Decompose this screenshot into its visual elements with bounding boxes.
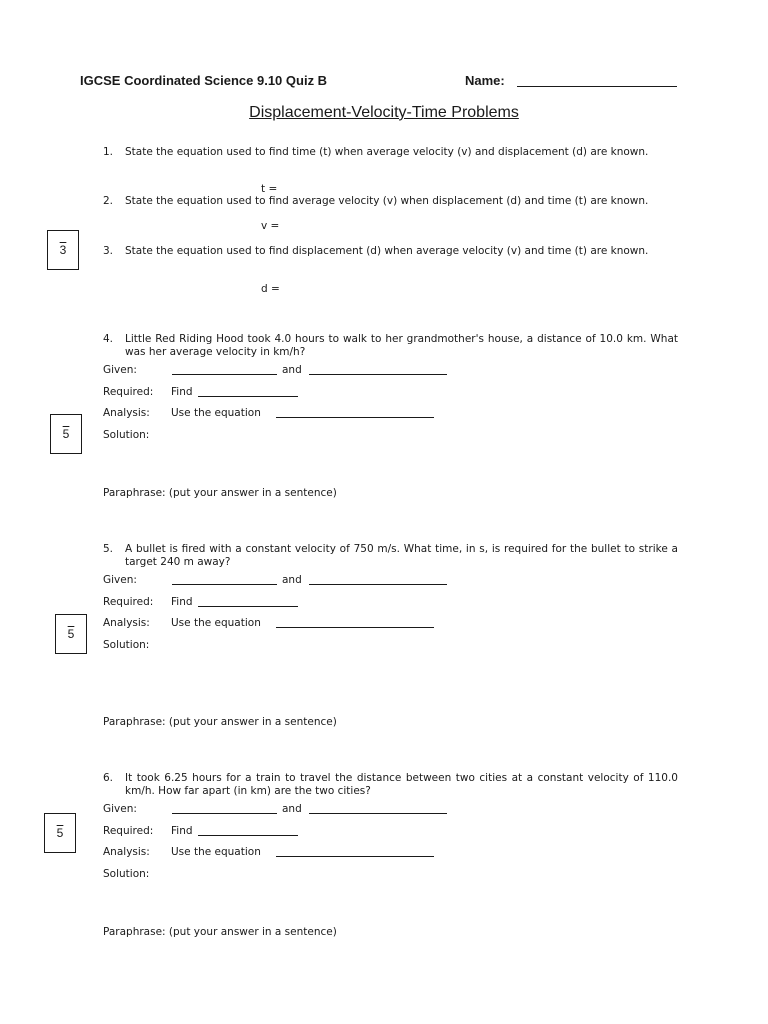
q5-solution-label: Solution: [103,639,150,651]
q5-given-blank-1[interactable] [172,574,277,585]
q1-answer-label: t = [261,183,278,195]
score-box-q5: 5 [55,614,87,654]
q6-number: 6. [103,772,114,784]
q2-text: State the equation used to find average velocity (v) when displacement (d) and time (t) are known. [125,195,649,207]
q6-given-label: Given: [103,803,137,815]
q4-given-label: Given: [103,364,137,376]
page-title: Displacement-Velocity-Time Problems [249,104,519,121]
q4-given-blank-2[interactable] [309,364,447,375]
q5-given-blank-2[interactable] [309,574,447,585]
q6-analysis-label: Analysis: [103,846,150,858]
q5-given-label: Given: [103,574,137,586]
q1-number: 1. [103,146,114,158]
q4-analysis-label: Analysis: [103,407,150,419]
q4-and-label: and [282,364,302,376]
q6-and-label: and [282,803,302,815]
q4-use-equation-label: Use the equation [171,407,261,419]
q3-text: State the equation used to find displacement (d) when average velocity (v) and time (t) are known. [125,245,649,257]
q6-given-blank-2[interactable] [309,803,447,814]
q5-find-blank[interactable] [198,596,298,607]
q4-solution-label: Solution: [103,429,150,441]
score-box-q4: 5 [50,414,82,454]
q5-find-label: Find [171,596,193,608]
q6-text: It took 6.25 hours for a train to travel the distance between two cities at a constant velocity of 110.0 km/h. How far apart (in km) are the two cities? [125,772,678,797]
q5-analysis-label: Analysis: [103,617,150,629]
q5-use-equation-label: Use the equation [171,617,261,629]
q6-given-blank-1[interactable] [172,803,277,814]
name-field[interactable] [517,75,677,87]
q6-paraphrase-label: Paraphrase: (put your answer in a sentence) [103,926,337,938]
q4-find-blank[interactable] [198,386,298,397]
name-label: Name: [465,73,505,88]
q5-required-label: Required: [103,596,154,608]
score-box-q6: 5 [44,813,76,853]
score-box-part1: 3 [47,230,79,270]
q2-answer-label: v = [261,220,280,232]
q6-solution-label: Solution: [103,868,150,880]
q4-text: Little Red Riding Hood took 4.0 hours to walk to her grandmother's house, a distance of 10.0 km. What was her average velocity in km/h? [125,333,678,358]
q3-answer-label: d = [261,283,280,295]
q4-number: 4. [103,333,114,345]
q4-equation-blank[interactable] [276,407,434,418]
q5-paraphrase-label: Paraphrase: (put your answer in a sentence) [103,716,337,728]
q5-number: 5. [103,543,114,555]
q4-paraphrase-label: Paraphrase: (put your answer in a sentence) [103,487,337,499]
q1-text: State the equation used to find time (t) when average velocity (v) and displacement (d) are known. [125,146,649,158]
q6-equation-blank[interactable] [276,846,434,857]
q5-and-label: and [282,574,302,586]
q4-given-blank-1[interactable] [172,364,277,375]
q5-text: A bullet is fired with a constant velocity of 750 m/s. What time, in s, is required for the bullet to strike a target 240 m away? [125,543,678,568]
q6-required-label: Required: [103,825,154,837]
q4-required-label: Required: [103,386,154,398]
q4-find-label: Find [171,386,193,398]
q6-use-equation-label: Use the equation [171,846,261,858]
q3-number: 3. [103,245,114,257]
course-title: IGCSE Coordinated Science 9.10 Quiz B [80,73,328,88]
q6-find-blank[interactable] [198,825,298,836]
q5-equation-blank[interactable] [276,617,434,628]
q2-number: 2. [103,195,114,207]
q6-find-label: Find [171,825,193,837]
